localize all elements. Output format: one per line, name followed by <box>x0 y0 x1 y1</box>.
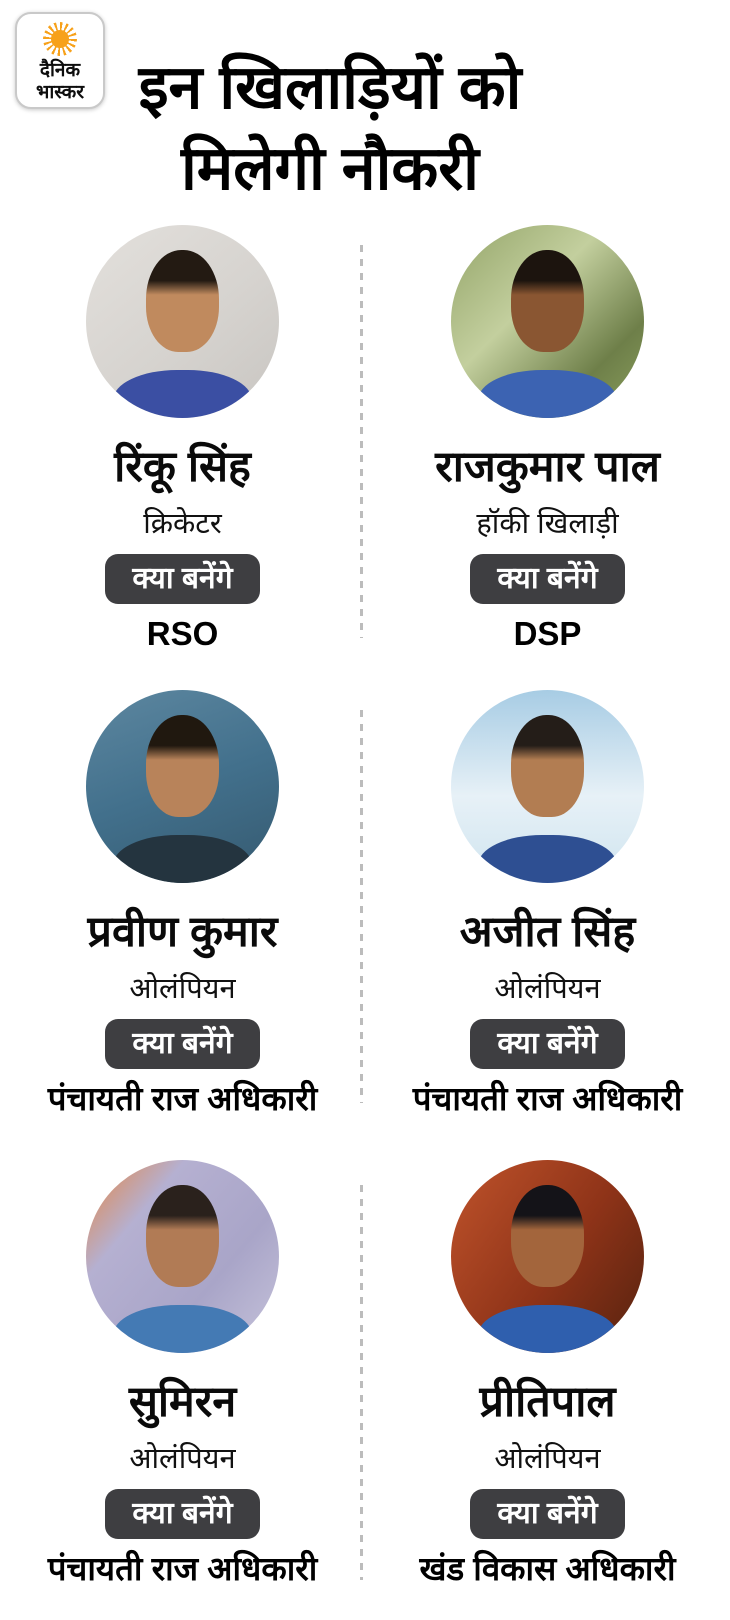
player-new-job: खंड विकास अधिकारी <box>419 1550 676 1587</box>
player-name: प्रीतिपाल <box>479 1378 616 1426</box>
player-name: अजीत सिंह <box>459 908 636 956</box>
will-become-badge: क्या बनेंगे <box>105 1019 259 1069</box>
player-card-rinku-singh <box>0 225 365 691</box>
player-card-ajit-singh <box>365 690 730 1156</box>
player-card-sumiran <box>0 1160 365 1620</box>
column-divider <box>360 710 363 1103</box>
player-role: ओलंपियन <box>129 1443 236 1475</box>
will-become-badge: क्या बनेंगे <box>470 554 624 604</box>
will-become-badge: क्या बनेंगे <box>470 1489 624 1539</box>
page-title-line1: इन खिलाड़ियों को <box>138 52 522 121</box>
will-become-badge: क्या बनेंगे <box>105 1489 259 1539</box>
player-new-job: पंचायती राज अधिकारी <box>47 1550 318 1587</box>
logo-text-line1: दैनिक <box>39 60 81 81</box>
logo-text-line2: भास्कर <box>35 82 85 103</box>
page-title-line2: मिलेगी नौकरी <box>181 133 479 202</box>
players-row-3 <box>0 1160 730 1620</box>
column-divider <box>360 1185 363 1580</box>
players-row-2 <box>0 690 730 1156</box>
player-card-pritipal <box>365 1160 730 1620</box>
page-title <box>0 47 660 209</box>
player-card-rajkumar-pal <box>365 225 730 691</box>
player-role: हॉकी खिलाड़ी <box>476 508 619 540</box>
rajkumar-pal-photo <box>451 225 644 418</box>
player-role: क्रिकेटर <box>143 508 222 540</box>
player-new-job: पंचायती राज अधिकारी <box>47 1080 318 1117</box>
player-new-job: DSP <box>513 615 582 652</box>
players-row-1 <box>0 225 730 691</box>
player-name: राजकुमार पाल <box>435 443 660 491</box>
player-name: सुमिरन <box>128 1378 237 1426</box>
will-become-badge: क्या बनेंगे <box>470 1019 624 1069</box>
player-name: प्रवीण कुमार <box>87 908 278 956</box>
pritipal-photo <box>451 1160 644 1353</box>
rinku-singh-photo <box>86 225 279 418</box>
player-role: ओलंपियन <box>494 1443 601 1475</box>
player-role: ओलंपियन <box>494 973 601 1005</box>
column-divider <box>360 245 363 638</box>
ajit-singh-photo <box>451 690 644 883</box>
player-new-job: पंचायती राज अधिकारी <box>412 1080 683 1117</box>
player-name: रिंकू सिंह <box>114 443 251 491</box>
player-role: ओलंपियन <box>129 973 236 1005</box>
player-new-job: RSO <box>146 615 219 652</box>
player-card-praveen-kumar <box>0 690 365 1156</box>
sumiran-photo <box>86 1160 279 1353</box>
will-become-badge: क्या बनेंगे <box>105 554 259 604</box>
praveen-kumar-photo <box>86 690 279 883</box>
